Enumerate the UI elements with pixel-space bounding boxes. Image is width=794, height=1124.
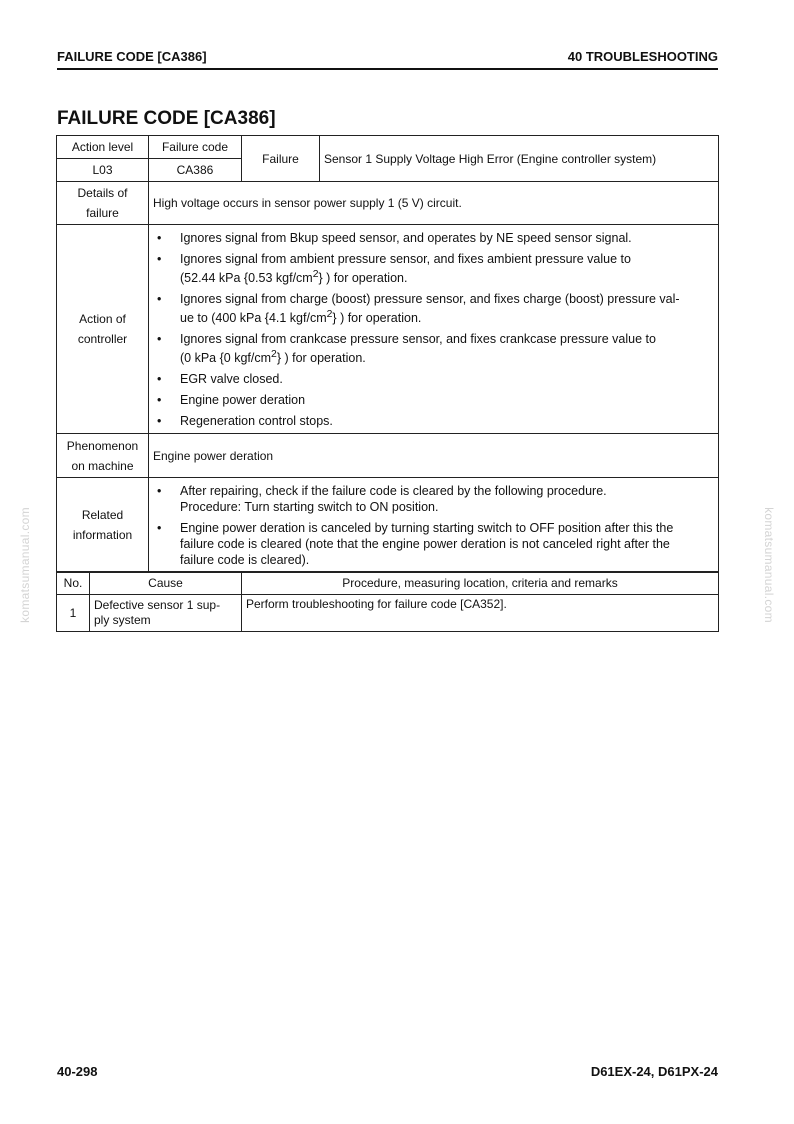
action-level-header: Action level <box>57 136 149 159</box>
cause-table-header-procedure: Procedure, measuring location, criteria and remarks <box>242 572 719 595</box>
watermark-right: komatsumanual.com <box>762 507 776 623</box>
failure-code-table <box>56 135 719 573</box>
action-level-value: L03 <box>57 159 149 182</box>
page-title: FAILURE CODE [CA386] <box>57 108 276 129</box>
details-of-failure-text: High voltage occurs in sensor power supply 1 (5 V) circuit. <box>149 182 719 225</box>
failure-label: Failure <box>242 136 320 182</box>
header-rule <box>57 68 718 70</box>
related-information-label: Related information <box>57 478 149 573</box>
list-item: • Engine power deration is canceled by turning starting switch to OFF position after this the failure code is cleared (note that the engine power deration is not canceled right after the failure code is cleared). <box>157 521 674 568</box>
cause-text: Defective sensor 1 sup- ply system <box>90 595 242 632</box>
list-item: • Ignores signal from ambient pressure sensor, and fixes ambient pressure value to (52.44 kPa {0.53 kgf/$cm^2$} ) for operation. <box>157 252 631 286</box>
model-number: D61EX-24, D61PX-24 <box>590 1064 718 1079</box>
list-item: • After repairing, check if the failure code is cleared by the following procedure. Procedure: Turn starting switch to ON position. <box>157 484 607 515</box>
failure-code-value: CA386 <box>149 159 242 182</box>
table-row <box>57 595 719 632</box>
phenomenon-label: Phenomenon on machine <box>57 434 149 478</box>
phenomenon-text: Engine power deration <box>149 434 719 478</box>
action-of-controller-content <box>149 225 719 434</box>
cause-table-header-cause: Cause <box>90 572 242 595</box>
action-of-controller-label: Action of controller <box>57 225 149 434</box>
running-header-right: 40 TROUBLESHOOTING <box>567 49 718 64</box>
details-of-failure-label: Details of failure <box>57 182 149 225</box>
failure-code-header: Failure code <box>149 136 242 159</box>
page-number: 40-298 <box>57 1064 98 1079</box>
list-item: • Engine power deration <box>157 393 306 408</box>
watermark-left: komatsumanual.com <box>18 507 32 623</box>
list-item: • Ignores signal from Bkup speed sensor, and operates by NE speed sensor signal. <box>157 231 632 245</box>
list-item: • Ignores signal from crankcase pressure sensor, and fixes crankcase pressure value to (0 kPa {0 kgf/$cm^2$} ) for operation. <box>157 332 656 366</box>
running-header-left: FAILURE CODE [CA386] <box>57 49 207 64</box>
failure-description: Sensor 1 Supply Voltage High Error (Engine controller system) <box>320 136 719 182</box>
related-information-content <box>149 478 719 573</box>
procedure-text: Perform troubleshooting for failure code [CA352]. <box>242 595 719 632</box>
list-item: • Ignores signal from charge (boost) pressure sensor, and fixes charge (boost) pressure val- ue to (400 kPa {4.1 kgf/$cm^2$} ) for operation. <box>157 292 680 326</box>
list-item: • Regeneration control stops. <box>157 414 333 429</box>
cause-no: 1 <box>57 595 90 632</box>
cause-table-header-no: No. <box>57 572 90 595</box>
cause-table <box>56 571 719 632</box>
list-item: • EGR valve closed. <box>157 372 283 387</box>
